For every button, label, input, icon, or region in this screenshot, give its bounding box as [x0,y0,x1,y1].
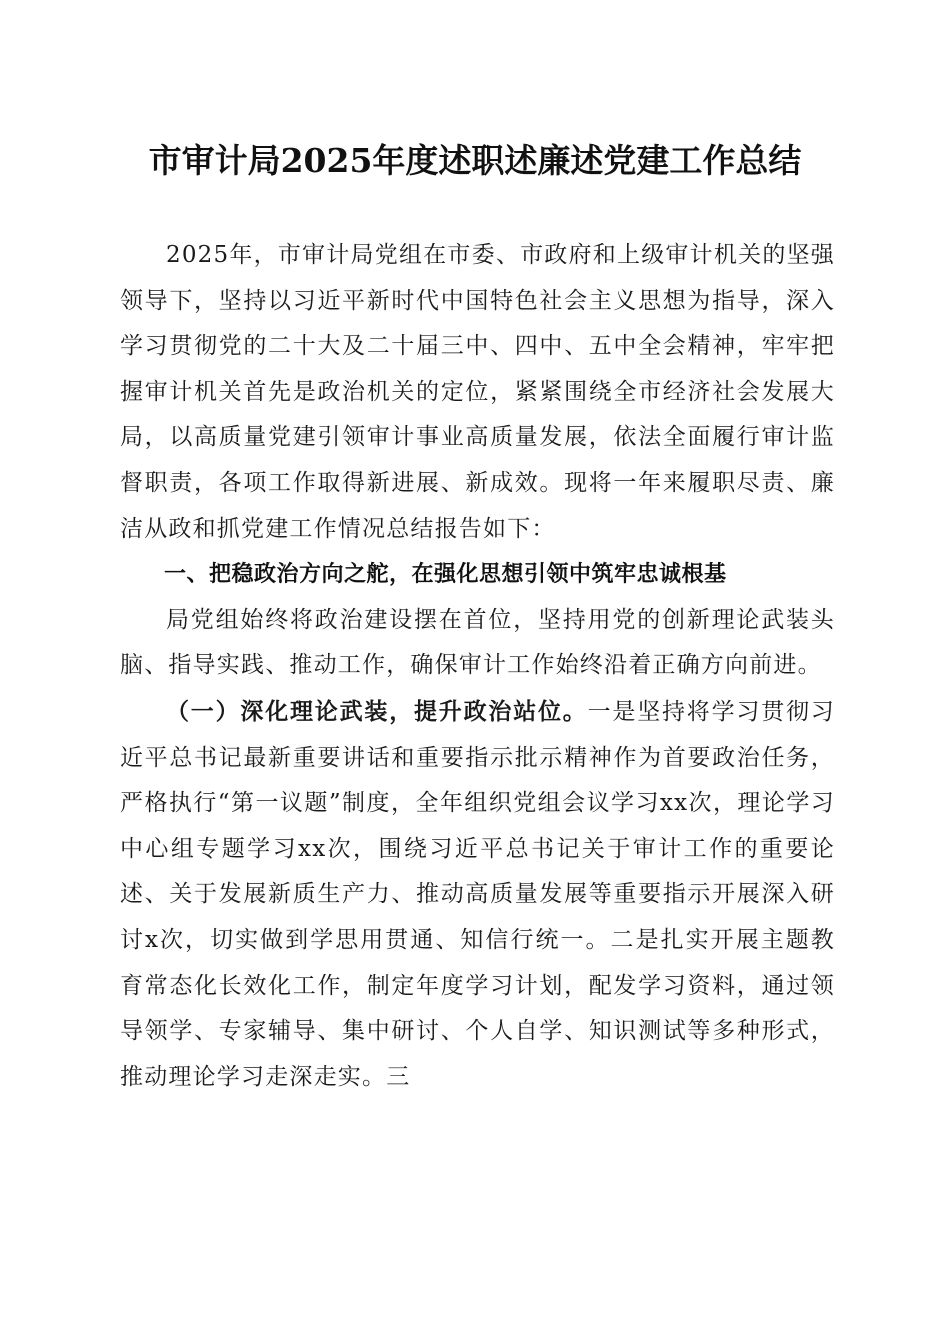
document-title: 市审计局2025年度述职述廉述党建工作总结 [148,141,802,180]
section-heading-1: 一、把稳政治方向之舵，在强化思想引领中筑牢忠诚根基 [164,562,727,588]
document-body [120,233,835,1100]
intro-paragraph: 2025年，市审计局党组在市委、市政府和上级审计机关的坚强领导下，坚持以习近平新时代中国特色社会主义思想为指导，深入学习贯彻党的二十大及二十届三中、四中、五中全会精神，牢牢把握审计机关首先是政治机关的定位，紧紧围绕全市经济社会发展大局，以高质量党建引领审计事业高质量发展，依法全面履行审计监督职责，各项工作取得新进展、新成效。现将一年来履职尽责、廉洁从政和抓党建工作情况总结报告如下： [120,242,835,542]
section-1-paragraph: 局党组始终将政治建设摆在首位，坚持用党的创新理论武装头脑、指导实践、推动工作，确保审计工作始终沿着正确方向前进。 [120,606,835,679]
subsection-1-paragraph [120,689,835,1100]
subsection-1-lead: （一）深化理论武装，提升政治站位。 [166,697,588,725]
subsection-1-text: 一是坚持将学习贯彻习近平总书记最新重要讲话和重要指示批示精神作为首要政治任务，严格执行“第一议题”制度，全年组织党组会议学习xx次，理论学习中心组专题学习xx次，围绕习近平总书记关于审计工作的重要论述、关于发展新质生产力、推动高质量发展等重要指示开展深入研讨x次，切实做到学思用贯通、知信行统一。二是扎实开展主题教育常态化长效化工作，制定年度学习计划，配发学习资料，通过领导领学、专家辅导、集中研讨、个人自学、知识测试等多种形式，推动理论学习走深走实。三 [120,698,836,1090]
